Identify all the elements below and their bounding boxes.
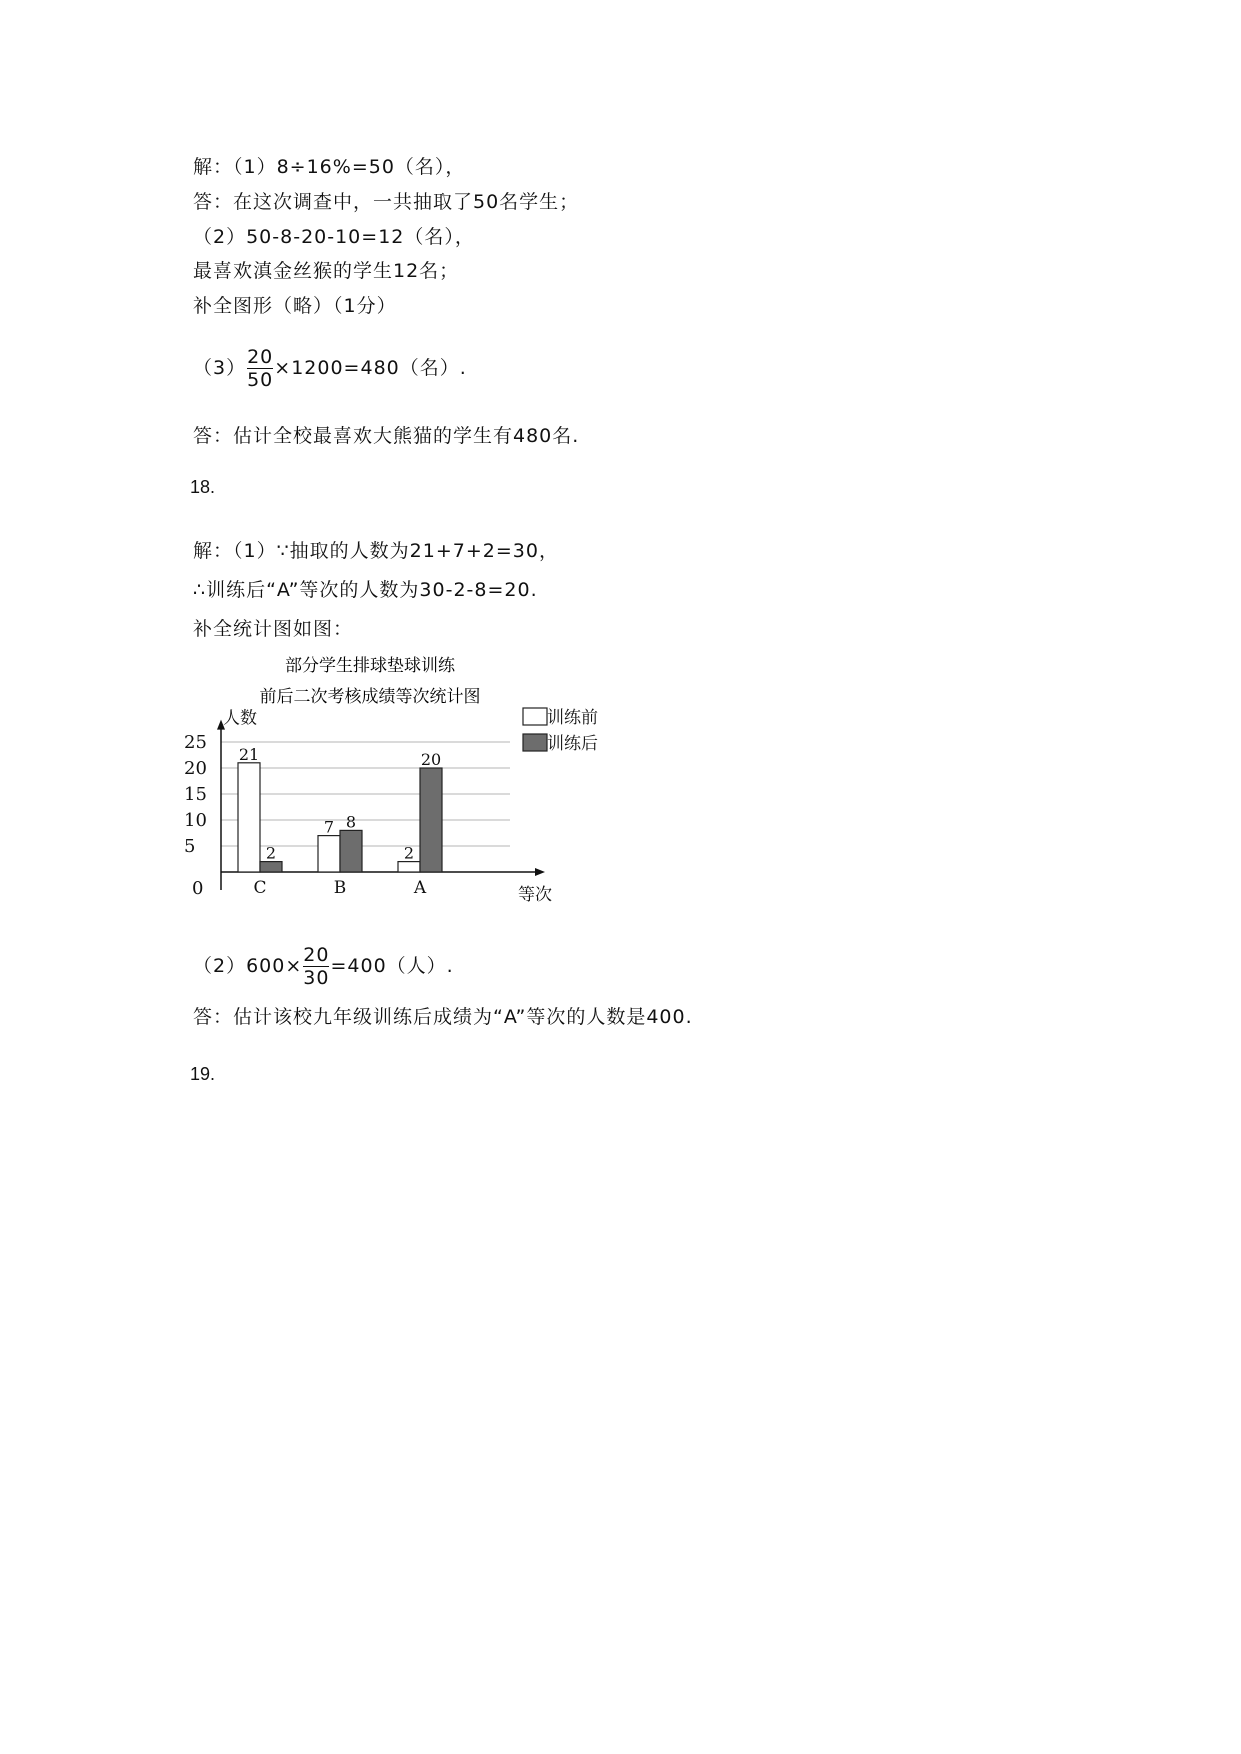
fraction-numerator: 20 bbox=[247, 346, 274, 368]
y-axis-label: 人数 bbox=[223, 708, 257, 729]
data-label-B-训练前: 7 bbox=[323, 817, 335, 837]
fraction-denominator: 30 bbox=[303, 967, 330, 989]
q17-line-6 bbox=[193, 346, 467, 391]
q17-line-2: 答：在这次调查中，一共抽取了50名学生； bbox=[193, 191, 580, 213]
q17-line-6-suffix: ×1200=480（名）. bbox=[274, 357, 467, 379]
bar-B-训练后 bbox=[340, 830, 362, 872]
q17-line-6-prefix: （3） bbox=[193, 357, 247, 379]
q17-line-5: 补全图形（略）（1分） bbox=[193, 295, 397, 317]
q17-line-4: 最喜欢滇金丝猴的学生12名； bbox=[193, 260, 460, 282]
data-label-B-训练后: 8 bbox=[345, 812, 357, 832]
question-number-19: 19. bbox=[190, 1064, 216, 1084]
q17-line-3: （2）50-8-20-10=12（名）， bbox=[193, 226, 475, 248]
q17-line-7: 答：估计全校最喜欢大熊猫的学生有480名. bbox=[193, 425, 580, 447]
q18-line-4-suffix: =400（人）. bbox=[330, 955, 454, 977]
q18-line-4-prefix: （2）600× bbox=[193, 955, 303, 977]
legend-label-训练后: 训练后 bbox=[547, 734, 598, 754]
q18-line-4 bbox=[193, 944, 454, 989]
bar-A-训练后 bbox=[420, 768, 442, 872]
q17-line-1: 解：（1）8÷16%=50（名）， bbox=[193, 156, 466, 178]
q18-line-5: 答：估计该校九年级训练后成绩为“A”等次的人数是400. bbox=[193, 1006, 693, 1028]
data-label-C-训练前: 21 bbox=[238, 744, 260, 764]
data-label-A-训练前: 2 bbox=[403, 843, 415, 863]
y-tick-label-10: 10 bbox=[184, 810, 207, 831]
bar-B-训练前 bbox=[318, 836, 340, 872]
y-tick-label-0: 0 bbox=[192, 878, 204, 899]
question-number-18: 18. bbox=[190, 477, 216, 497]
y-tick-label-15: 15 bbox=[184, 784, 207, 805]
fraction-numerator: 20 bbox=[303, 944, 330, 966]
x-axis-arrow bbox=[535, 868, 545, 876]
legend-swatch-训练后 bbox=[523, 734, 547, 751]
q18-line-2: ∴训练后“A”等次的人数为30-2-8=20. bbox=[193, 579, 538, 601]
x-axis-label: 等次 bbox=[518, 885, 552, 905]
y-tick-label-5: 5 bbox=[184, 836, 196, 857]
bar-C-训练前 bbox=[238, 763, 260, 872]
x-tick-label-C: C bbox=[253, 878, 267, 898]
y-tick-label-25: 25 bbox=[184, 732, 207, 753]
legend-label-训练前: 训练前 bbox=[547, 708, 598, 728]
bar-C-训练后 bbox=[260, 862, 282, 872]
fraction-20-50 bbox=[247, 346, 273, 391]
legend-swatch-训练前 bbox=[523, 708, 547, 725]
y-tick-label-20: 20 bbox=[184, 758, 207, 779]
chart-title-line-2: 前后二次考核成绩等次统计图 bbox=[259, 687, 481, 707]
bar-chart bbox=[184, 650, 630, 920]
fraction-20-30 bbox=[303, 944, 329, 989]
data-label-C-训练后: 2 bbox=[265, 843, 277, 863]
q18-line-1: 解：（1）∵抽取的人数为21+7+2=30， bbox=[193, 540, 559, 562]
fraction-denominator: 50 bbox=[247, 369, 274, 391]
x-tick-label-B: B bbox=[333, 878, 347, 898]
data-label-A-训练后: 20 bbox=[420, 750, 442, 769]
bar-A-训练前 bbox=[398, 862, 420, 872]
chart-title-line-1: 部分学生排球垫球训练 bbox=[285, 656, 455, 676]
q18-line-3: 补全统计图如图： bbox=[193, 618, 354, 640]
x-tick-label-A: A bbox=[413, 878, 427, 898]
